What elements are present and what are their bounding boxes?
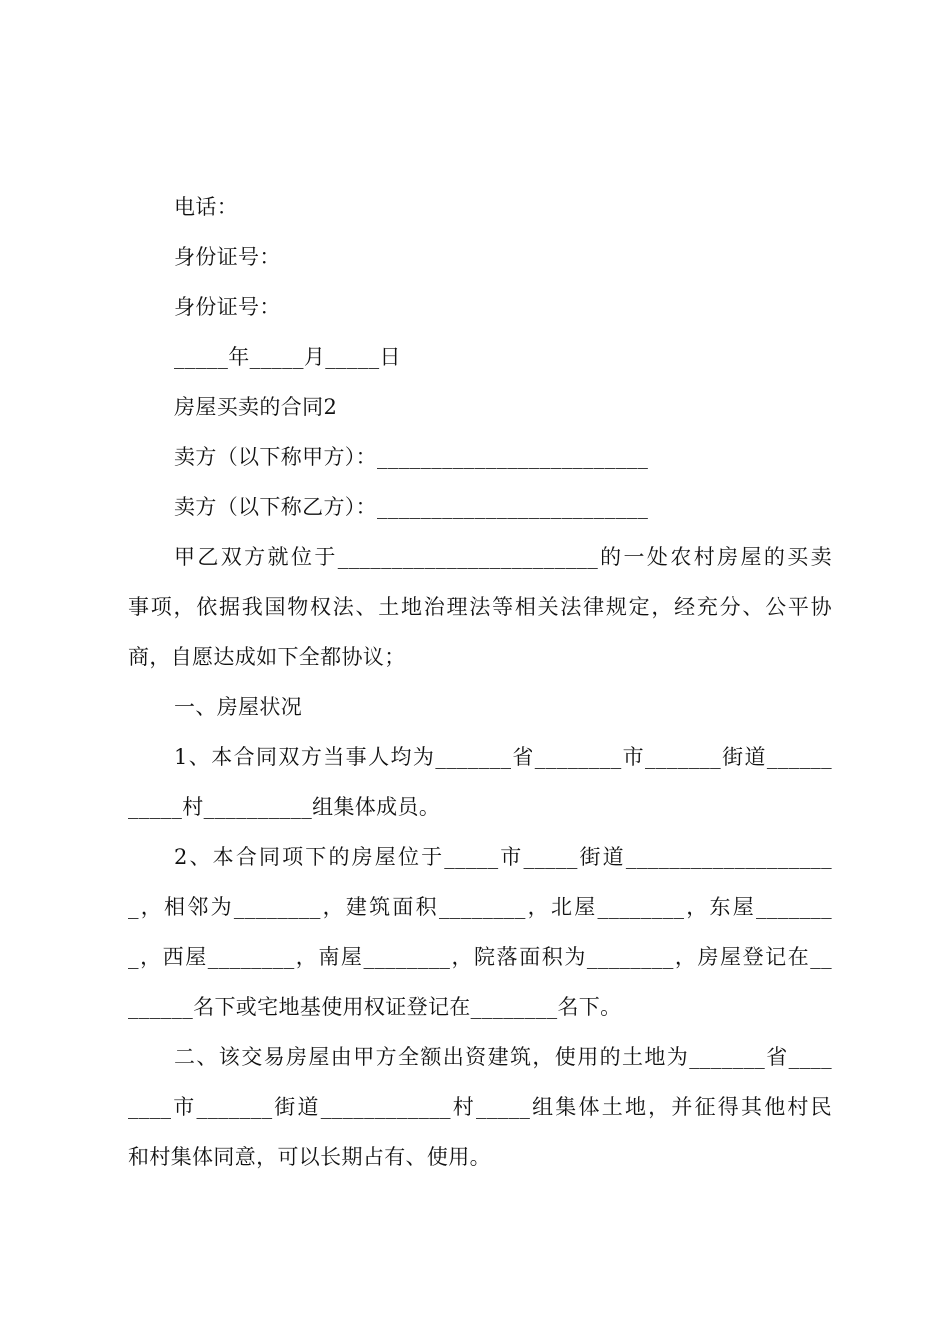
section-2-line-3: 和村集体同意，可以长期占有、使用。 (128, 1145, 491, 1169)
intro-paragraph-line-2: 事项，依据我国物权法、土地治理法等相关法律规定，经充分、公平协 (128, 595, 832, 619)
document-body (128, 182, 832, 1182)
intro-paragraph-line-3: 商，自愿达成如下全都协议； (128, 645, 406, 669)
clause-2-line-3: _，西屋________，南屋________，院落面积为________，房屋登记在__ (128, 945, 832, 969)
section-2-line-1: 二、该交易房屋由甲方全额出资建筑，使用的土地为_______省____ (174, 1045, 832, 1069)
section-2-line-2: ____市_______街道____________村_____组集体土地，并征得其他村民 (128, 1095, 832, 1119)
seller-party-b-line: 卖方（以下称乙方）：_________________________ (174, 495, 649, 519)
section-heading-house-status: 一、房屋状况 (174, 695, 303, 719)
clause-1-line-2: _____村__________组集体成员。 (128, 795, 441, 819)
id-number-label-1: 身份证号： (174, 245, 281, 269)
date-line: _____年_____月_____日 (174, 345, 401, 369)
phone-label: 电话： (174, 195, 239, 219)
clause-2-line-2: _，相邻为________，建筑面积________，北屋________，东屋_______ (128, 895, 832, 919)
intro-paragraph-line-1: 甲乙双方就位于________________________的一处农村房屋的买卖 (174, 545, 832, 569)
seller-party-a-line: 卖方（以下称甲方）：_________________________ (174, 445, 649, 469)
id-number-label-2: 身份证号： (174, 295, 281, 319)
clause-2-line-4: ______名下或宅地基使用权证登记在________名下。 (128, 995, 622, 1019)
clause-1-line-1: 1、本合同双方当事人均为_______省________市_______街道______ (174, 745, 832, 769)
clause-2-line-1: 2、本合同项下的房屋位于_____市_____街道___________________ (174, 845, 832, 869)
contract-title: 房屋买卖的合同2 (174, 395, 338, 419)
